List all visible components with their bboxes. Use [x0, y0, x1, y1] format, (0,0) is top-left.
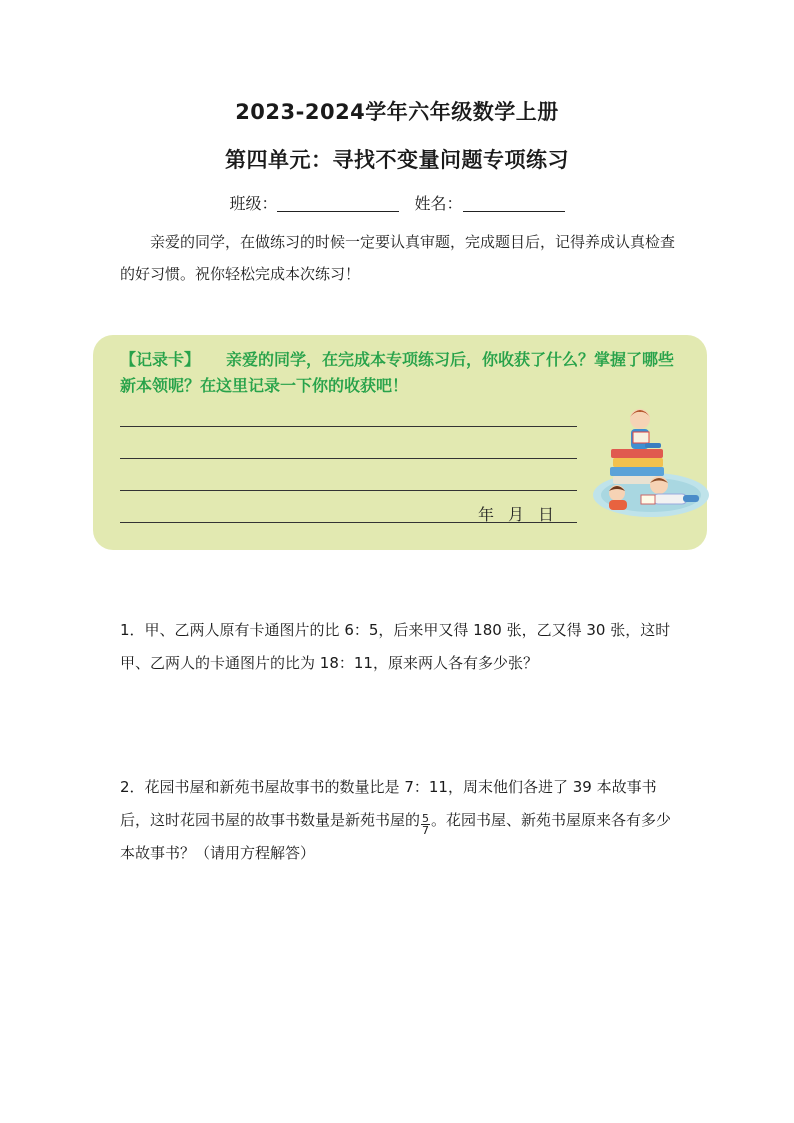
record-line[interactable] — [120, 458, 577, 459]
question-2 — [120, 771, 680, 870]
fraction-denominator: 7 — [422, 824, 430, 837]
page-title: 2023-2024学年六年级数学上册 — [235, 100, 559, 124]
shirt-shape — [609, 500, 627, 510]
date-day: 日 — [538, 505, 555, 524]
record-card-tag: 【记录卡】 — [120, 350, 201, 369]
date-year: 年 — [478, 505, 495, 524]
student-info-line — [0, 191, 794, 214]
open-book-shape — [641, 495, 655, 504]
leg-shape — [683, 495, 699, 502]
question-2-text-after: 。花园书屋、新苑书屋原来各有多少本故事书？（请用方程解答） — [120, 811, 672, 862]
record-card-text: 亲爱的同学，在完成本专项练习后，你收获了什么？掌握了哪些新本领呢？在这里记录一下你的收获吧！ — [120, 350, 675, 395]
question-1: 1．甲、乙两人原有卡通图片的比 6：5，后来甲又得 180 张，乙又得 30 张，这时甲、乙两人的卡通图片的比为 18：11，原来两人各有多少张？ — [120, 621, 671, 672]
record-line[interactable] — [120, 490, 577, 491]
shirt-shape — [653, 494, 687, 504]
page-subtitle: 第四单元：寻找不变量问题专项练习 — [225, 148, 569, 172]
leg-shape — [645, 443, 661, 448]
record-card-prompt — [120, 347, 680, 399]
fraction — [421, 813, 430, 836]
date-month: 月 — [508, 505, 525, 524]
name-label: 姓名： — [414, 194, 463, 213]
book-shape — [610, 467, 664, 476]
open-book-shape — [633, 432, 649, 443]
record-line[interactable] — [120, 426, 577, 427]
question-2-text-before: 2．花园书屋和新苑书屋故事书的数量比是 7：11，周末他们各进了 39 本故事书后，这时花园书屋的故事书数量是新苑书屋的 — [120, 778, 657, 829]
book-shape — [613, 458, 663, 467]
intro-paragraph: 亲爱的同学，在做练习的时候一定要认真审题，完成题目后，记得养成认真检查的好习惯。祝你轻松完成本次练习！ — [120, 233, 676, 283]
children-reading-books-icon — [583, 405, 713, 525]
record-card — [93, 335, 707, 550]
book-shape — [611, 449, 663, 458]
fraction-numerator: 5 — [422, 812, 430, 825]
class-label: 班级： — [229, 194, 278, 213]
class-field[interactable] — [277, 195, 399, 212]
name-field[interactable] — [463, 195, 565, 212]
record-date — [478, 502, 554, 525]
